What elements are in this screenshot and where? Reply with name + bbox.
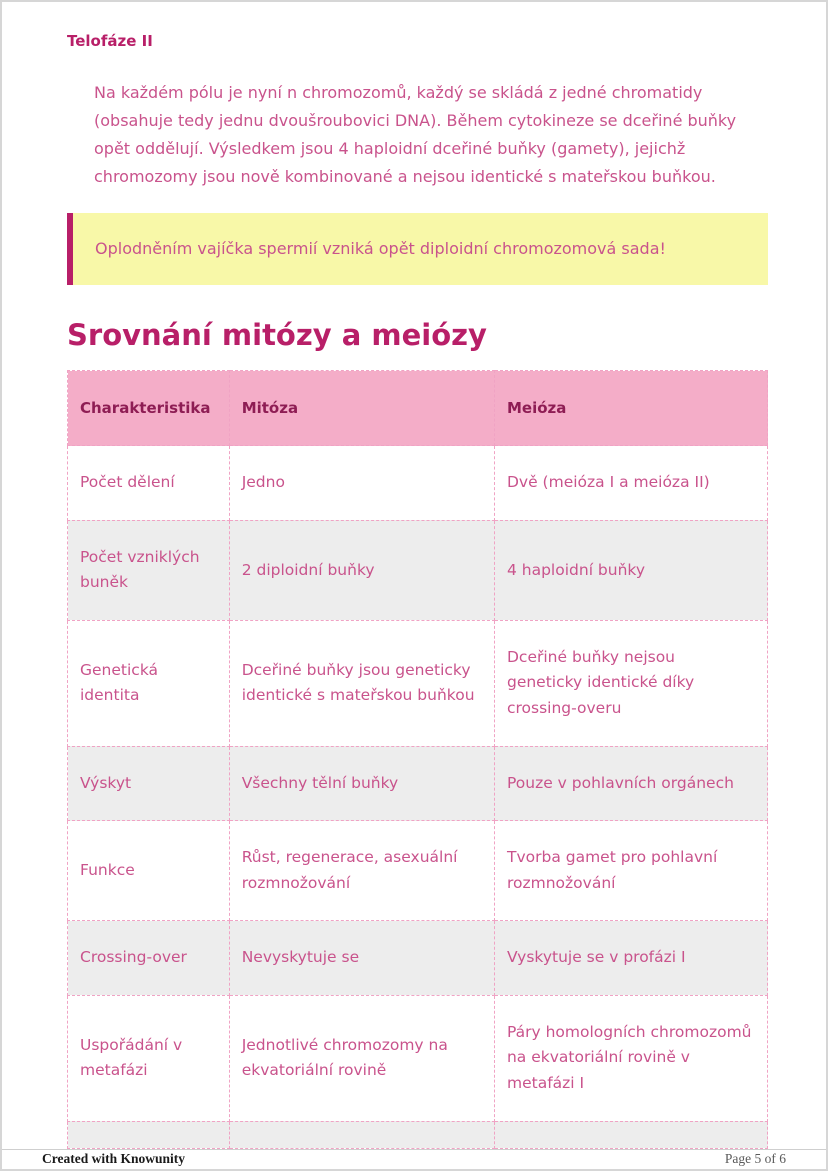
callout-text: Oplodněním vajíčka spermií vzniká opět diploidní chromozomová sada!	[95, 238, 666, 258]
column-header-mitoza: Mitóza	[229, 371, 494, 446]
mitosis-cell: Jedno	[229, 446, 494, 521]
table-row	[68, 620, 768, 746]
created-with-label: Created with Knowunity	[42, 1151, 186, 1167]
table-row	[68, 995, 768, 1121]
meiosis-cell: 4 haploidní buňky	[494, 520, 767, 620]
empty-cell	[229, 1121, 494, 1148]
empty-cell	[494, 1121, 767, 1148]
meiosis-cell: Dceřiné buňky nejsou geneticky identické díky crossing-overu	[494, 620, 767, 746]
page-number: Page 5 of 6	[724, 1151, 786, 1167]
table-row	[68, 821, 768, 921]
table-row	[68, 921, 768, 996]
table-row-empty	[68, 1121, 768, 1148]
column-header-meioza: Meióza	[494, 371, 767, 446]
mitosis-cell: 2 diploidní buňky	[229, 520, 494, 620]
meiosis-cell: Pouze v pohlavních orgánech	[494, 746, 767, 821]
callout-box	[67, 213, 768, 285]
row-label: Počet vzniklých buněk	[68, 520, 230, 620]
page-footer	[2, 1149, 826, 1169]
mitosis-cell: Jednotlivé chromozomy na ekvatoriální rovině	[229, 995, 494, 1121]
table-row	[68, 446, 768, 521]
mitosis-cell: Všechny tělní buňky	[229, 746, 494, 821]
row-label: Uspořádání v metafázi	[68, 995, 230, 1121]
row-label: Funkce	[68, 821, 230, 921]
row-label: Genetická identita	[68, 620, 230, 746]
row-label: Crossing-over	[68, 921, 230, 996]
table-row	[68, 746, 768, 821]
row-label: Výskyt	[68, 746, 230, 821]
column-header-charakteristika: Charakteristika	[68, 371, 230, 446]
mitosis-cell: Nevyskytuje se	[229, 921, 494, 996]
section-heading: Telofáze II	[67, 32, 153, 50]
mitosis-cell: Dceřiné buňky jsou geneticky identické s mateřskou buňkou	[229, 620, 494, 746]
meiosis-cell: Vyskytuje se v profázi I	[494, 921, 767, 996]
empty-cell	[68, 1121, 230, 1148]
mitosis-cell: Růst, regenerace, asexuální rozmnožování	[229, 821, 494, 921]
row-label: Počet dělení	[68, 446, 230, 521]
comparison-heading: Srovnání mitózy a meiózy	[67, 317, 487, 352]
comparison-table	[67, 370, 768, 1148]
table-row	[68, 520, 768, 620]
meiosis-cell: Tvorba gamet pro pohlavní rozmnožování	[494, 821, 767, 921]
table-header-row	[68, 371, 768, 446]
meiosis-cell: Páry homologních chromozomů na ekvatoriální rovině v metafázi I	[494, 995, 767, 1121]
page-content	[2, 2, 826, 1149]
body-paragraph: Na každém pólu je nyní n chromozomů, každý se skládá z jedné chromatidy (obsahuje tedy jednu dvoušroubovici DNA). Během cytokineze se dceřiné buňky opět oddělují. Výsledkem jsou 4 haploidní dceřiné buňky (gamety), jejichž chromozomy jsou nově kombinované a nejsou identické s mateřskou buňkou.	[94, 82, 737, 186]
meiosis-cell: Dvě (meióza I a meióza II)	[494, 446, 767, 521]
